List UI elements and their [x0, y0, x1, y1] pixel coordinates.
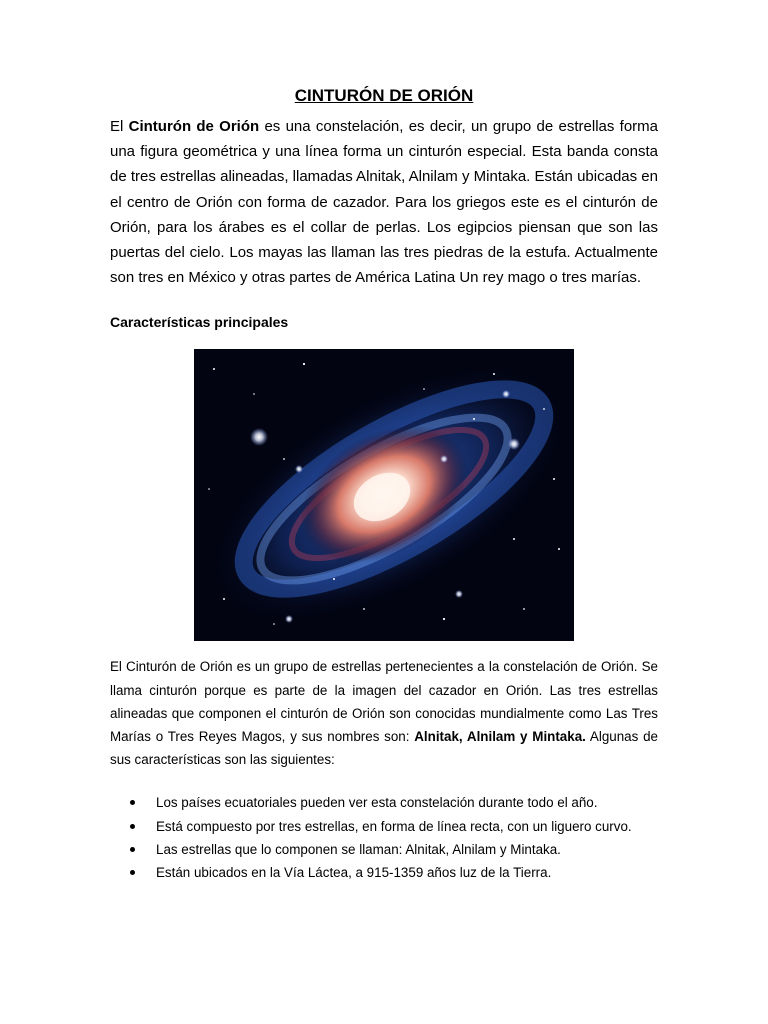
- intro-lead: El: [110, 118, 129, 135]
- list-item-text: Están ubicados en la Vía Láctea, a 915-1359 años luz de la Tierra.: [156, 865, 552, 881]
- bullet-icon: [130, 870, 135, 875]
- bullet-icon: [130, 847, 135, 852]
- list-item: [110, 791, 658, 814]
- list-item: [110, 838, 658, 861]
- star-names: Alnitak, Alnilam y Mintaka.: [414, 729, 586, 745]
- bullet-icon: [130, 824, 135, 829]
- body-tail: Algunas de sus características son las siguientes:: [110, 729, 658, 768]
- page-title: CINTURÓN DE ORIÓN: [294, 86, 474, 105]
- intro-paragraph: [110, 114, 658, 290]
- section-heading: Características principales: [110, 314, 289, 331]
- characteristics-list: [110, 791, 658, 884]
- document-page: [110, 84, 658, 884]
- intro-text: es una constelación, es decir, un grupo de estrellas forma una figura geométrica y una línea forma un cinturón especial. Esta banda consta de tres estrellas alineadas, llamadas Alnitak, Alnilam y Mintaka. Están ubicadas en el centro de Orión con forma de cazador. Para los griegos este es el cinturón de Orión, para los árabes es el collar de perlas. Los egipcios piensan que son las puertas del cielo. Los mayas las llaman las tres piedras de la estufa. Actualmente son tres en México y otras partes de América Latina Un rey mago o tres marías.: [110, 118, 658, 287]
- bullet-icon: [130, 800, 135, 805]
- list-item-text: Las estrellas que lo componen se llaman: Alnitak, Alnilam y Mintaka.: [156, 841, 561, 857]
- intro-bold-term: Cinturón de Orión: [128, 118, 260, 135]
- list-item: [110, 861, 658, 884]
- list-item-text: Los países ecuatoriales pueden ver esta constelación durante todo el año.: [156, 795, 598, 811]
- list-item: [110, 815, 658, 838]
- body-paragraph: [110, 655, 658, 771]
- galaxy-image: [194, 349, 574, 641]
- body-text: El Cinturón de Orión es un grupo de estrellas pertenecientes a la constelación de Orión. Se llama cinturón porque es parte de la imagen del cazador en Orión. Las tres estrellas alineadas que componen el cinturón de Orión son conocidas mundialmente como Las Tres Marías o Tres Reyes Magos, y sus nombres son:: [110, 659, 658, 745]
- list-item-text: Está compuesto por tres estrellas, en forma de línea recta, con un liguero curvo.: [156, 818, 632, 834]
